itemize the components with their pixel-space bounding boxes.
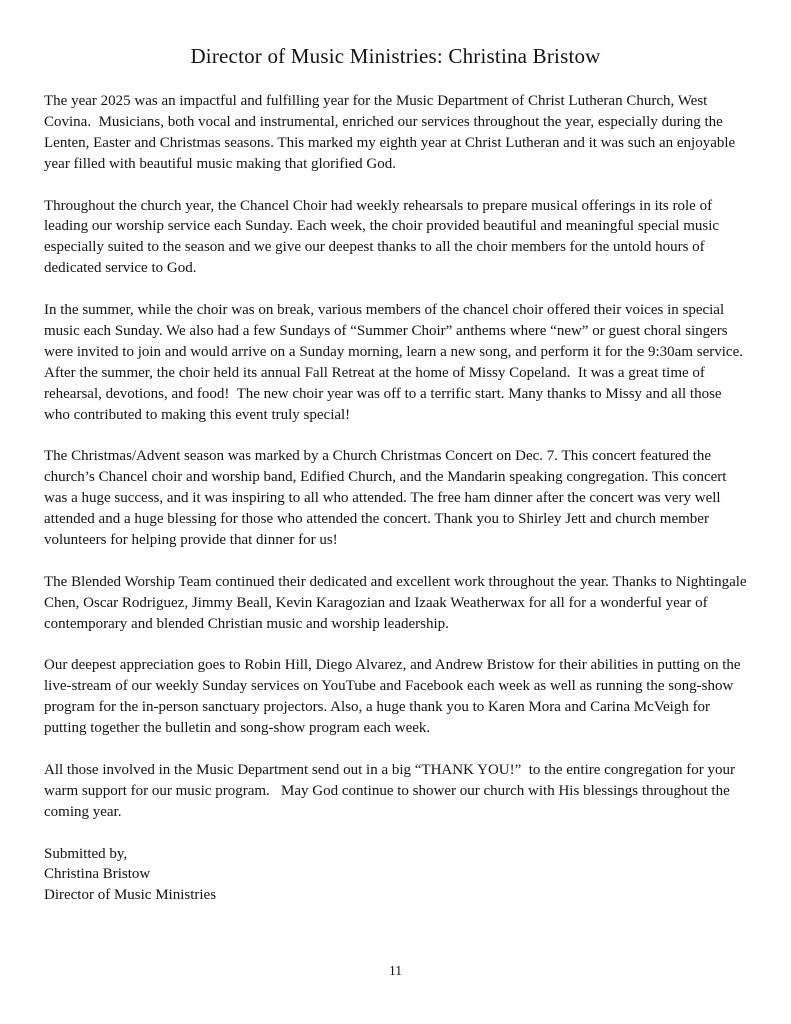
report-paragraph-5: The Blended Worship Team continued their dedicated and excellent work throughout the year. Thanks to Nightingale Chen, Oscar Rodriguez, Jimmy Beall, Kevin Karagozian and Izaak Weatherwax for all for a wonderful year of contemporary and blended Christian music and worship leadership.	[44, 573, 751, 632]
page-footer	[0, 963, 791, 978]
report-paragraph-7: All those involved in the Music Department send out in a big “THANK YOU!” to the entire congregation for your warm support for our music program. May God continue to shower our church with His blessings throughout the coming year.	[44, 761, 739, 820]
page-number: 11	[389, 963, 402, 978]
report-paragraph-3: In the summer, while the choir was on break, various members of the chancel choir offered their voices in special music each Sunday. We also had a few Sundays of “Summer Choir” anthems where “new” or guest choral singers were invited to join and would arrive on a Sunday morning, learn a new song, and perform it for the 9:30am service. After the summer, the choir held its annual Fall Retreat at the home of Missy Copeland. It was a great time of rehearsal, devotions, and food! The new choir year was off to a terrific start. Many thanks to Missy and all those who contributed to making this event truly special!	[44, 302, 746, 423]
signature-line-name: Christina Bristow	[44, 866, 151, 883]
signature-line-role: Director of Music Ministries	[44, 887, 217, 904]
page-title: Director of Music Ministries: Christina Bristow	[190, 44, 601, 68]
report-paragraph-1: The year 2025 was an impactful and fulfilling year for the Music Department of Christ Lutheran Church, West Covina. Musicians, both vocal and instrumental, enriched our services throughout the year, especially during the Lenten, Easter and Christmas seasons. This marked my eighth year at Christ Lutheran and it was such an enjoyable year filled with beautiful music making that glorified God.	[44, 93, 739, 172]
report-paragraph-6: Our deepest appreciation goes to Robin Hill, Diego Alvarez, and Andrew Bristow for their abilities in putting on the live-stream of our weekly Sunday services on YouTube and Facebook each week as well as running the song-show program for the in-person sanctuary projectors. Also, a huge thank you to Karen Mora and Carina McVeigh for putting together the bulletin and song-show program each week.	[44, 657, 745, 737]
signature-block	[44, 844, 747, 907]
report-paragraph-4: The Christmas/Advent season was marked by a Church Christmas Concert on Dec. 7. This concert featured the church’s Chancel choir and worship band, Edified Church, and the Mandarin speaking congregation. This concert was a huge success, and it was inspiring to all who attended. The free ham dinner after the concert was very well attended and a huge blessing for those who attended the concert. Thank you to Shirley Jett and church member volunteers for helping provide that dinner for us!	[44, 448, 731, 548]
report-paragraph-2: Throughout the church year, the Chancel Choir had weekly rehearsals to prepare musical offerings in its role of leading our worship service each Sunday. Each week, the choir provided beautiful and meaningful special music especially suited to the season and we give our deepest thanks to all the choir members for the untold hours of dedicated service to God.	[44, 197, 723, 277]
signature-line-submitted-by: Submitted by,	[44, 845, 128, 862]
report-body	[44, 91, 751, 823]
